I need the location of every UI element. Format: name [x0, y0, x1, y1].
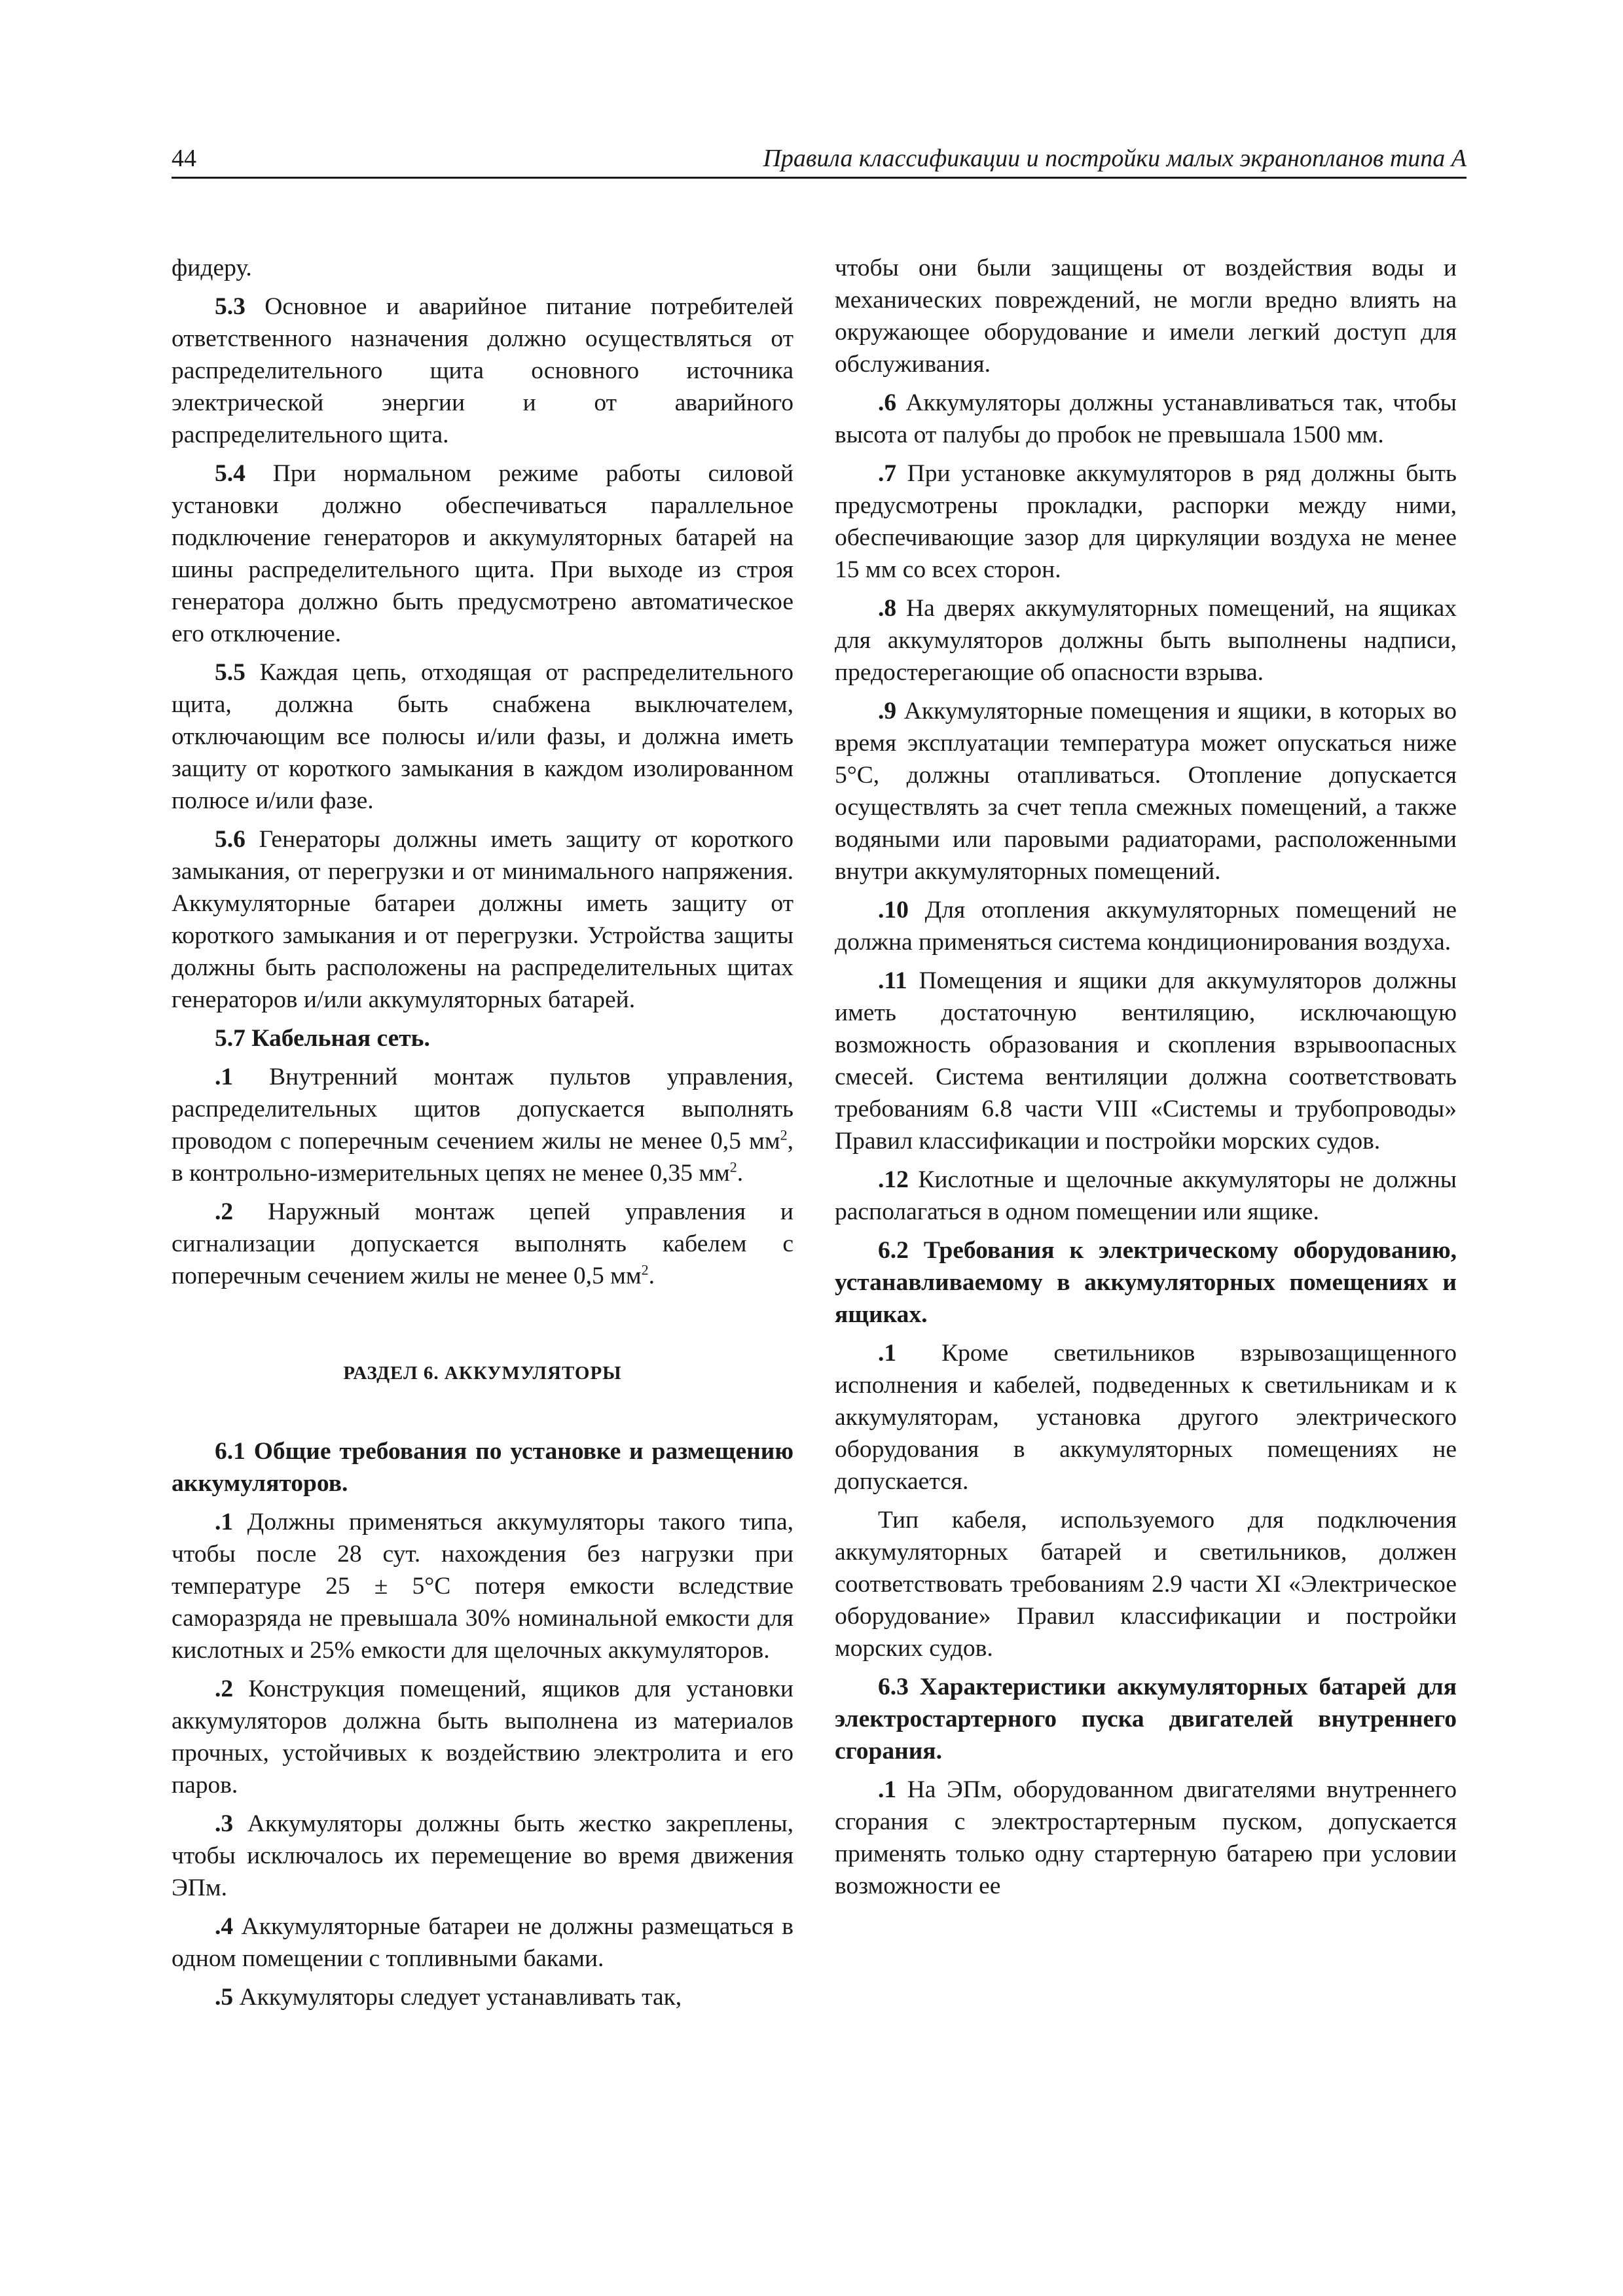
item-number: .2: [215, 1198, 234, 1225]
paragraph: [835, 1774, 1457, 1902]
item-number: .1: [878, 1340, 897, 1367]
item-number: .10: [878, 897, 909, 924]
running-title: Правила классификации и постройки малых экранопланов типа А: [763, 145, 1467, 172]
paragraph-text: Основное и аварийное питание потребителей ответственного назначения должно осуществляться от распределительного щита основного источника электрической энергии и от аварийного распределительного щита.: [172, 293, 793, 448]
paragraph: [172, 1981, 793, 2013]
item-number: .9: [878, 698, 897, 725]
paragraph: [835, 1164, 1457, 1228]
item-number: .7: [878, 460, 897, 487]
paragraph: [172, 1061, 793, 1189]
heading-text: 6.2 Требования к электрическому оборудованию, устанавливаемому в аккумуляторных помещениях и ящиках.: [835, 1237, 1457, 1328]
paragraph-text: Должны применяться аккумуляторы такого типа, чтобы после 28 сут. нахождения без нагрузки при температуре 25 ± 5°C потеря емкости вследствие саморазряда не превышала 30% номинальной емкости для кислотных и 25% емкости для щелочных аккумуляторов.: [172, 1509, 793, 1664]
superscript: 2: [780, 1126, 788, 1143]
item-number: 5.5: [215, 659, 246, 686]
item-number: .4: [215, 1913, 234, 1940]
paragraph: [835, 965, 1457, 1157]
paragraph: [172, 823, 793, 1016]
subsection-heading: [172, 1435, 793, 1499]
header-rule: [172, 177, 1467, 179]
superscript: 2: [729, 1158, 737, 1175]
paragraph: [835, 695, 1457, 888]
page-header: [172, 143, 1467, 177]
left-column: [172, 252, 793, 2013]
paragraph-text: На ЭПм, оборудованном двигателями внутреннего сгорания с электростартерным пуском, допускается применять только одну стартерную батарею при условии возможности ее: [835, 1776, 1457, 1899]
paragraph: [835, 592, 1457, 689]
right-column: [835, 252, 1457, 1902]
paragraph: [835, 1504, 1457, 1664]
item-number: .2: [215, 1676, 234, 1702]
paragraph-text: При установке аккумуляторов в ряд должны быть предусмотрены прокладки, распорки между ними, обеспечивающие зазор для циркуляции воздуха не менее 15 мм со всех сторон.: [835, 460, 1457, 583]
paragraph: [172, 1910, 793, 1975]
paragraph-text: Кислотные и щелочные аккумуляторы не должны располагаться в одном помещении или ящике.: [835, 1166, 1457, 1225]
paragraph: [172, 457, 793, 650]
page-number: 44: [172, 145, 196, 172]
paragraph: [172, 1673, 793, 1801]
paragraph: [172, 252, 793, 284]
paragraph-text: Аккумуляторные помещения и ящики, в которых во время эксплуатации температура может опускаться ниже 5°C, должны отапливаться. Отопление допускается осуществлять за счет тепла смежных помещений, а также водяными или паровыми радиаторами, расположенными внутри аккумуляторных помещений.: [835, 698, 1457, 885]
paragraph-text: Кроме светильников взрывозащищенного исполнения и кабелей, подведенных к светильникам и к аккумуляторам, установка другого электрического оборудования в аккумуляторных помещениях не допускается.: [835, 1340, 1457, 1495]
paragraph-text: Каждая цепь, отходящая от распределительного щита, должна быть снабжена выключателем, отключающим все полюсы и/или фазы, и должна иметь защиту от короткого замыкания в каждом изолированном полюсе и/или фазе.: [172, 659, 793, 814]
paragraph-text: фидеру.: [172, 255, 252, 281]
heading-text: 6.1 Общие требования по установке и размещению аккумуляторов.: [172, 1438, 793, 1497]
paragraph: [172, 1196, 793, 1292]
paragraph-text: Тип кабеля, используемого для подключения аккумуляторных батарей и светильников, должен соответствовать требованиям 2.9 части XI «Электрическое оборудование» Правил классификации и постройки морских судов.: [835, 1507, 1457, 1662]
heading-text: 6.3 Характеристики аккумуляторных батарей для электростартерного пуска двигателей внутреннего сгорания.: [835, 1674, 1457, 1765]
item-number: .3: [215, 1810, 234, 1837]
paragraph-text: Генераторы должны иметь защиту от короткого замыкания, от перегрузки и от минимального напряжения. Аккумуляторные батареи должны иметь защиту от короткого замыкания и от перегрузки. Устройства защиты должны быть расположены на распределительных щитах генераторов и/или аккумуляторных батарей.: [172, 826, 793, 1013]
paragraph-text: Помещения и ящики для аккумуляторов должны иметь достаточную вентиляцию, исключающую возможность образования и скопления взрывоопасных смесей. Система вентиляции должна соответствовать требованиям 6.8 части VIII «Системы и трубопроводы» Правил классификации и постройки морских судов.: [835, 967, 1457, 1155]
paragraph-text: Аккумуляторы следует устанавливать так,: [233, 1984, 682, 2011]
paragraph-text: чтобы они были защищены от воздействия воды и механических повреждений, не могли вредно влиять на окружающее оборудование и имели легкий доступ для обслуживания.: [835, 255, 1457, 378]
item-number: .8: [878, 595, 897, 622]
paragraph-text: Наружный монтаж цепей управления и сигнализации допускается выполнять кабелем с поперечным сечением жилы не менее 0,5 мм: [172, 1198, 793, 1289]
superscript: 2: [641, 1261, 649, 1278]
paragraph-text: , в контрольно-измерительных цепях не менее 0,35 мм: [172, 1128, 793, 1187]
paragraph: [172, 656, 793, 817]
subsection-heading: [835, 1671, 1457, 1767]
item-number: 5.3: [215, 293, 246, 320]
item-number: 5.6: [215, 826, 246, 853]
item-number: .6: [878, 389, 897, 416]
heading-text: 5.7 Кабельная сеть.: [215, 1025, 430, 1052]
subsection-heading: [172, 1022, 793, 1054]
paragraph: [835, 252, 1457, 380]
paragraph: [835, 1337, 1457, 1498]
item-number: .1: [878, 1776, 897, 1803]
paragraph-text: Внутренний монтаж пультов управления, распределительных щитов допускается выполнять проводом с поперечным сечением жилы не менее 0,5 мм: [172, 1064, 793, 1155]
paragraph-text: Аккумуляторы должны устанавливаться так, чтобы высота от палубы до пробок не превышала 1500 мм.: [835, 389, 1457, 448]
paragraph-text: Для отопления аккумуляторных помещений не должна применяться система кондиционирования воздуха.: [835, 897, 1457, 956]
paragraph-text: .: [737, 1160, 744, 1187]
section-title: РАЗДЕЛ 6. АККУМУЛЯТОРЫ: [343, 1363, 622, 1384]
paragraph-text: Аккумуляторные батареи не должны размещаться в одном помещении с топливными баками.: [172, 1913, 793, 1972]
item-number: .1: [215, 1064, 234, 1090]
paragraph: [172, 1506, 793, 1666]
paragraph: [172, 1808, 793, 1904]
item-number: .1: [215, 1509, 234, 1535]
paragraph: [835, 457, 1457, 586]
paragraph-text: На дверях аккумуляторных помещений, на ящиках для аккумуляторов должны быть выполнены надписи, предостерегающие об опасности взрыва.: [835, 595, 1457, 686]
paragraph: [172, 291, 793, 451]
paragraph-text: Конструкция помещений, ящиков для установки аккумуляторов должна быть выполнена из материалов прочных, устойчивых к воздействию электролита и его паров.: [172, 1676, 793, 1799]
paragraph-text: Аккумуляторы должны быть жестко закреплены, чтобы исключалось их перемещение во время движения ЭПм.: [172, 1810, 793, 1901]
item-number: .5: [215, 1984, 234, 2011]
item-number: 5.4: [215, 460, 246, 487]
paragraph-text: .: [648, 1263, 655, 1289]
subsection-heading: [835, 1234, 1457, 1331]
paragraph-text: При нормальном режиме работы силовой установки должно обеспечиваться параллельное подключение генераторов и аккумуляторных батарей на шины распределительного щита. При выходе из строя генератора должно быть предусмотрено автоматическое его отключение.: [172, 460, 793, 647]
item-number: .12: [878, 1166, 909, 1193]
paragraph: [835, 894, 1457, 958]
paragraph: [835, 387, 1457, 451]
item-number: .11: [878, 967, 907, 994]
